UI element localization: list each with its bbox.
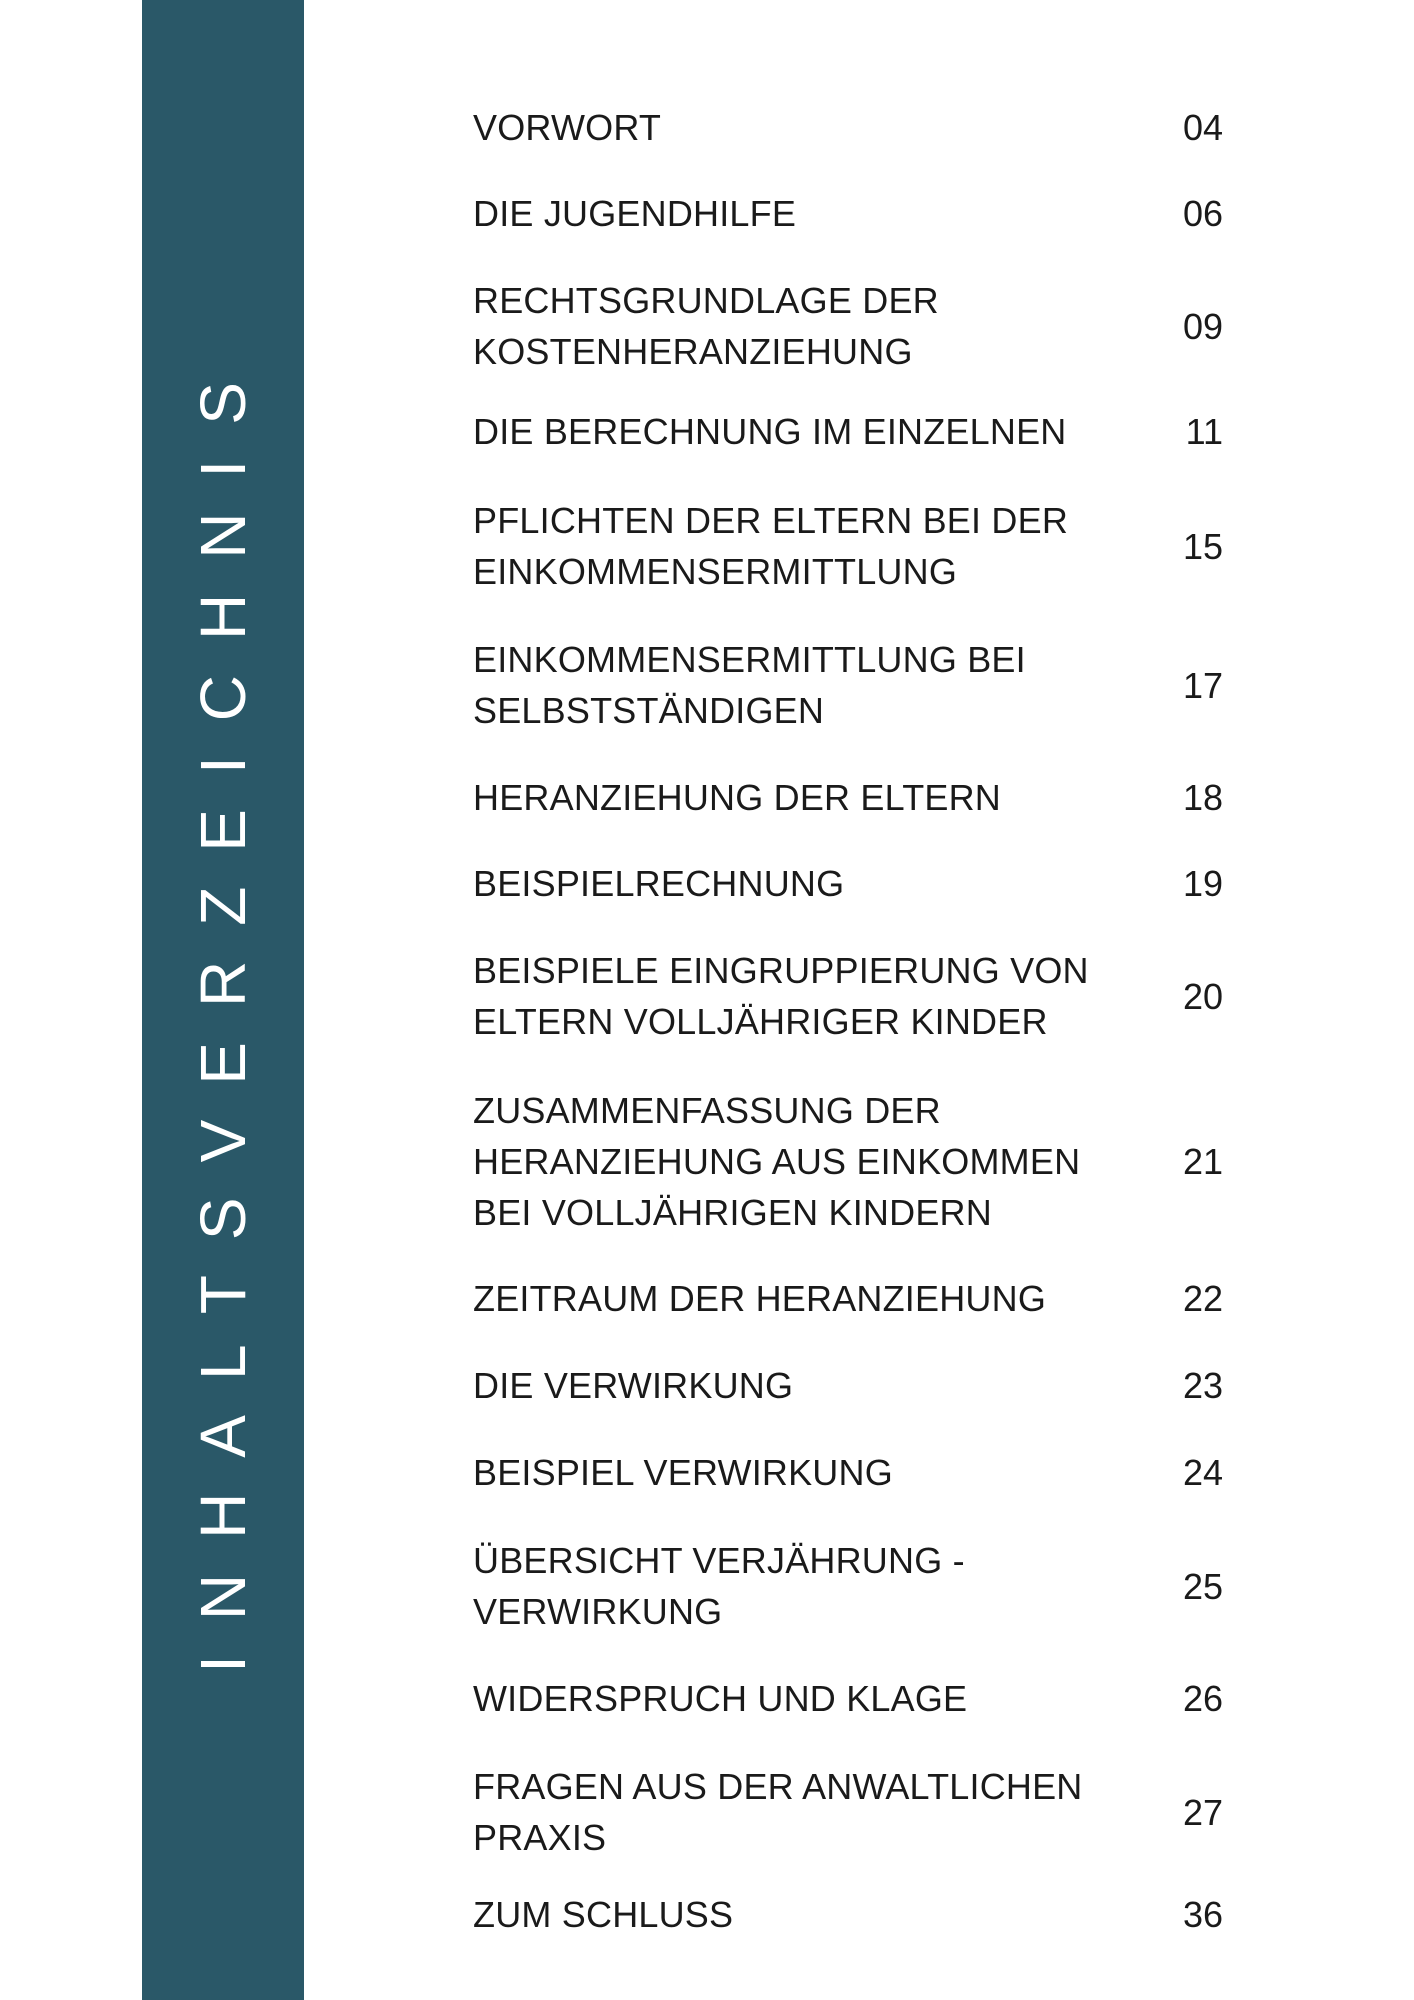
toc-entry-title: ÜBERSICHT VERJÄHRUNG - VERWIRKUNG (473, 1540, 965, 1632)
toc-entry[interactable] (473, 1673, 1223, 1724)
toc-entry[interactable] (473, 406, 1223, 457)
toc-entry-page: 27 (1182, 1791, 1223, 1833)
toc-entry-page: 22 (1182, 1278, 1223, 1319)
toc-entry-page: 04 (1182, 107, 1223, 148)
toc-entry-page: 19 (1182, 863, 1223, 904)
toc-entry-page: 18 (1182, 777, 1223, 818)
toc-entry[interactable] (473, 102, 1223, 153)
toc-entry-page: 26 (1182, 1678, 1223, 1719)
toc-entry[interactable] (473, 858, 1223, 909)
toc-entry-title: PFLICHTEN DER ELTERN BEI DER EINKOMMENSERMITTLUNG (473, 500, 1069, 592)
toc-entry-page: 20 (1182, 975, 1223, 1017)
toc-entry-page: 23 (1182, 1365, 1223, 1406)
toc-entry[interactable] (473, 188, 1223, 239)
toc-entry[interactable] (473, 1761, 1223, 1863)
sidebar-title: INHALTSVERZEICHNIS (187, 347, 259, 1673)
toc-entry[interactable] (473, 495, 1223, 597)
toc-entry-title: ZUM SCHLUSS (473, 1894, 734, 1935)
toc-entry[interactable] (473, 634, 1223, 736)
toc-entry-page: 06 (1182, 193, 1223, 234)
toc-entry-page: 11 (1185, 411, 1223, 452)
toc-entry-title: EINKOMMENSERMITTLUNG BEI SELBSTSTÄNDIGEN (473, 639, 1026, 731)
toc-entry[interactable] (473, 1085, 1223, 1238)
toc-entry[interactable] (473, 275, 1223, 377)
toc-entry-title: BEISPIEL VERWIRKUNG (473, 1452, 893, 1493)
toc-entry-page: 21 (1182, 1141, 1223, 1182)
toc-entry-title: DIE JUGENDHILFE (473, 193, 797, 234)
toc-entry[interactable] (473, 772, 1223, 823)
toc-entry-page: 36 (1182, 1894, 1223, 1935)
toc-entry[interactable] (473, 945, 1223, 1047)
toc-entry-title: ZEITRAUM DER HERANZIEHUNG (473, 1278, 1047, 1319)
toc-entry[interactable] (473, 1273, 1223, 1324)
toc-entry[interactable] (473, 1535, 1223, 1637)
toc-entry-title: VORWORT (473, 107, 662, 148)
toc-entry-page: 09 (1182, 305, 1223, 347)
toc-entry-title: DIE BERECHNUNG IM EINZELNEN (473, 411, 1067, 452)
toc-entry-title: HERANZIEHUNG DER ELTERN (473, 777, 1001, 818)
toc-entry-title: DIE VERWIRKUNG (473, 1365, 794, 1406)
toc-entry-page: 15 (1182, 525, 1223, 567)
toc-entry-title: ZUSAMMENFASSUNG DER HERANZIEHUNG AUS EINKOMMEN BEI VOLLJÄHRIGEN KINDERN (473, 1090, 1081, 1233)
toc-entry-title: FRAGEN AUS DER ANWALTLICHEN PRAXIS (473, 1766, 1083, 1858)
toc-entry-title: WIDERSPRUCH UND KLAGE (473, 1678, 968, 1719)
toc-entry[interactable] (473, 1360, 1223, 1411)
toc-entry[interactable] (473, 1889, 1223, 1940)
toc-entry-title: BEISPIELRECHNUNG (473, 863, 845, 904)
toc-entry[interactable] (473, 1447, 1223, 1498)
toc-entry-title: BEISPIELE EINGRUPPIERUNG VON ELTERN VOLLJÄHRIGER KINDER (473, 950, 1089, 1042)
toc-entry-page: 17 (1182, 664, 1223, 706)
toc-entry-page: 24 (1182, 1452, 1223, 1493)
toc-entry-page: 25 (1182, 1565, 1223, 1607)
toc-entry-title: RECHTSGRUNDLAGE DER KOSTENHERANZIEHUNG (473, 280, 939, 372)
